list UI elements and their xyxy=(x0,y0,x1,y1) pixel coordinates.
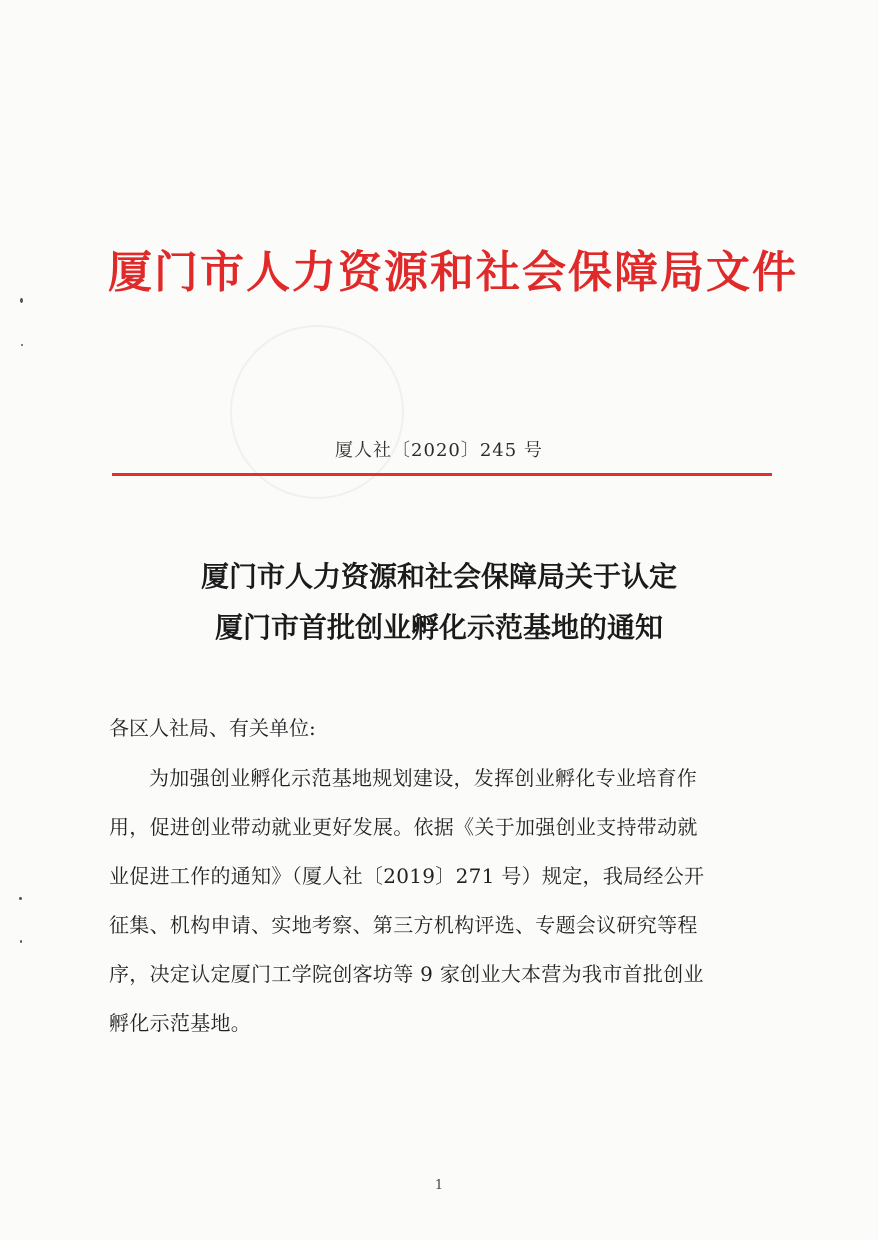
scan-speck xyxy=(20,298,23,303)
issuer-header-title: 厦门市人力资源和社会保障局文件 xyxy=(108,247,798,298)
scan-speck xyxy=(20,940,22,943)
paragraph-line-5: 序，决定认定厦门工学院创客坊等 9 家创业大本营为我市首批创业 xyxy=(109,962,704,986)
paragraph-line-3: 业促进工作的通知》（厦人社〔2019〕271 号）规定，我局经公开 xyxy=(109,864,705,888)
document-number: 厦人社〔2020〕245 号 xyxy=(335,440,543,461)
salutation: 各区人社局、有关单位: xyxy=(109,716,316,740)
paragraph-line-1: 为加强创业孵化示范基地规划建设，发挥创业孵化专业培育作 xyxy=(149,766,698,790)
paragraph-line-6: 孵化示范基地。 xyxy=(109,1011,252,1035)
notice-title-line-1: 厦门市人力资源和社会保障局关于认定 xyxy=(200,560,677,593)
page-number: 1 xyxy=(434,1178,444,1193)
paragraph-line-2: 用，促进创业带动就业更好发展。依据《关于加强创业支持带动就 xyxy=(109,815,698,839)
notice-title-line-2: 厦门市首批创业孵化示范基地的通知 xyxy=(214,611,663,644)
scan-speck xyxy=(21,344,23,346)
paragraph-line-4: 征集、机构申请、实地考察、第三方机构评选、专题会议研究等程 xyxy=(109,913,698,937)
red-separator-line xyxy=(112,473,772,476)
scan-speck xyxy=(19,897,22,900)
